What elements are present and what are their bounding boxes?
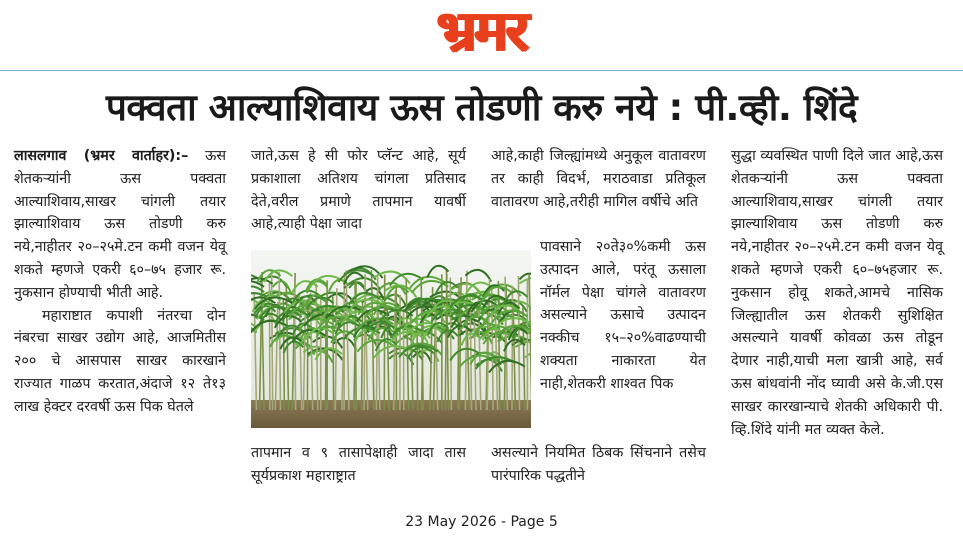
article-column-3-bottom: असल्याने नियमित ठिबक सिंचनाने तसेच पारंपारिक पद्धतीने <box>491 445 706 484</box>
article-column-3-middle: पावसाने २०ते३०%कमी ऊस उत्पादन आले, परंतू ऊसाला नॉर्मल पेक्षा चांगले वातावरण असल्याने ऊसाचे उत्पादन नक्कीच १५–२०%वाढण्याची शक्यता नाकारता येत नाही,शेतकरी शाश्वत पिक <box>540 239 706 392</box>
article-column-2-top: जाते,ऊस हे सी फोर प्लॅन्ट आहे, सूर्य प्रकाशाला अतिशय चांगला प्रतिसाद देते,वरील प्रमाणे तापमान यावर्षी आहे,त्याही पेक्षा जादा <box>251 148 466 233</box>
newspaper-logo: भ्रमर <box>436 0 527 64</box>
article-column-2-bottom: तापमान व ९ तासापेक्षाही जादा तास सूर्यप्रकाश महाराष्ट्रात <box>251 445 466 484</box>
article-column-3-top: आहे,काही जिल्ह्यांमध्ये अनुकूल वातावरण तर काही विदर्भ, मराठवाडा प्रतिकूल वातावरण आहे,तरीही मागिल वर्षीचे अति <box>491 148 706 210</box>
page-footer: 23 May 2026 - Page 5 <box>405 514 558 530</box>
paragraph-2: महाराष्टात कपाशी नंतरचा दोन नंबरचा साखर उद्योग आहे, आजमितीस २०० चे आसपास साखर कारखाने राज्यात गाळप करतात,अंदाजे १२ ते१३ लाख हेक्टर दरवर्षी ऊस पिक घेतले <box>14 307 226 415</box>
sugarcane-photo <box>251 250 531 428</box>
paragraph-1-text: ऊस शेतकऱ्यांनी ऊस पक्वता आल्याशिवाय,साखर चांगली तयार झाल्याशिवाय ऊस तोडणी करु नये,नाहीतर २०–२५मे.टन कमी वजन येवू शकते म्हणजे एकरी ६०–७५ हजार रू. नुकसान होण्याची भीती आहे. <box>14 148 227 301</box>
dateline: लासलगाव (भ्रमर वार्ताहर):– <box>14 148 189 164</box>
article-headline: पक्वता आल्याशिवाय ऊस तोडणी करु नये : पी.व्ही. शिंदे <box>105 86 858 129</box>
paragraph-1 <box>14 145 226 305</box>
article-column-1 <box>14 145 226 419</box>
article-column-4: सुद्धा व्यवस्थित पाणी दिले जात आहे,ऊस शेतकऱ्यांनी ऊस पक्वता आल्याशिवाय,साखर चांगली तयार झाल्याशिवाय ऊस तोडणी करु नये,नाहीतर २०–२५मे.टन कमी वजन येवू शकते म्हणजे एकरी ६०–७५हजार रू. नुकसान होवू शकते,आमचे नासिक जिल्ह्यातील ऊस शेतकरी सुशिक्षित असल्याने यावर्षी कोवळा ऊस तोडून देणार नाही,याची मला खात्री आहे, सर्व ऊस बांधवांनी नोंद घ्यावी असे के.जी.एस साखर कारखान्याचे शेतकी अधिकारी पी. व्हि.शिंदे यांनी मत व्यक्त केले. <box>731 148 943 438</box>
sugarcane-image <box>251 250 531 428</box>
